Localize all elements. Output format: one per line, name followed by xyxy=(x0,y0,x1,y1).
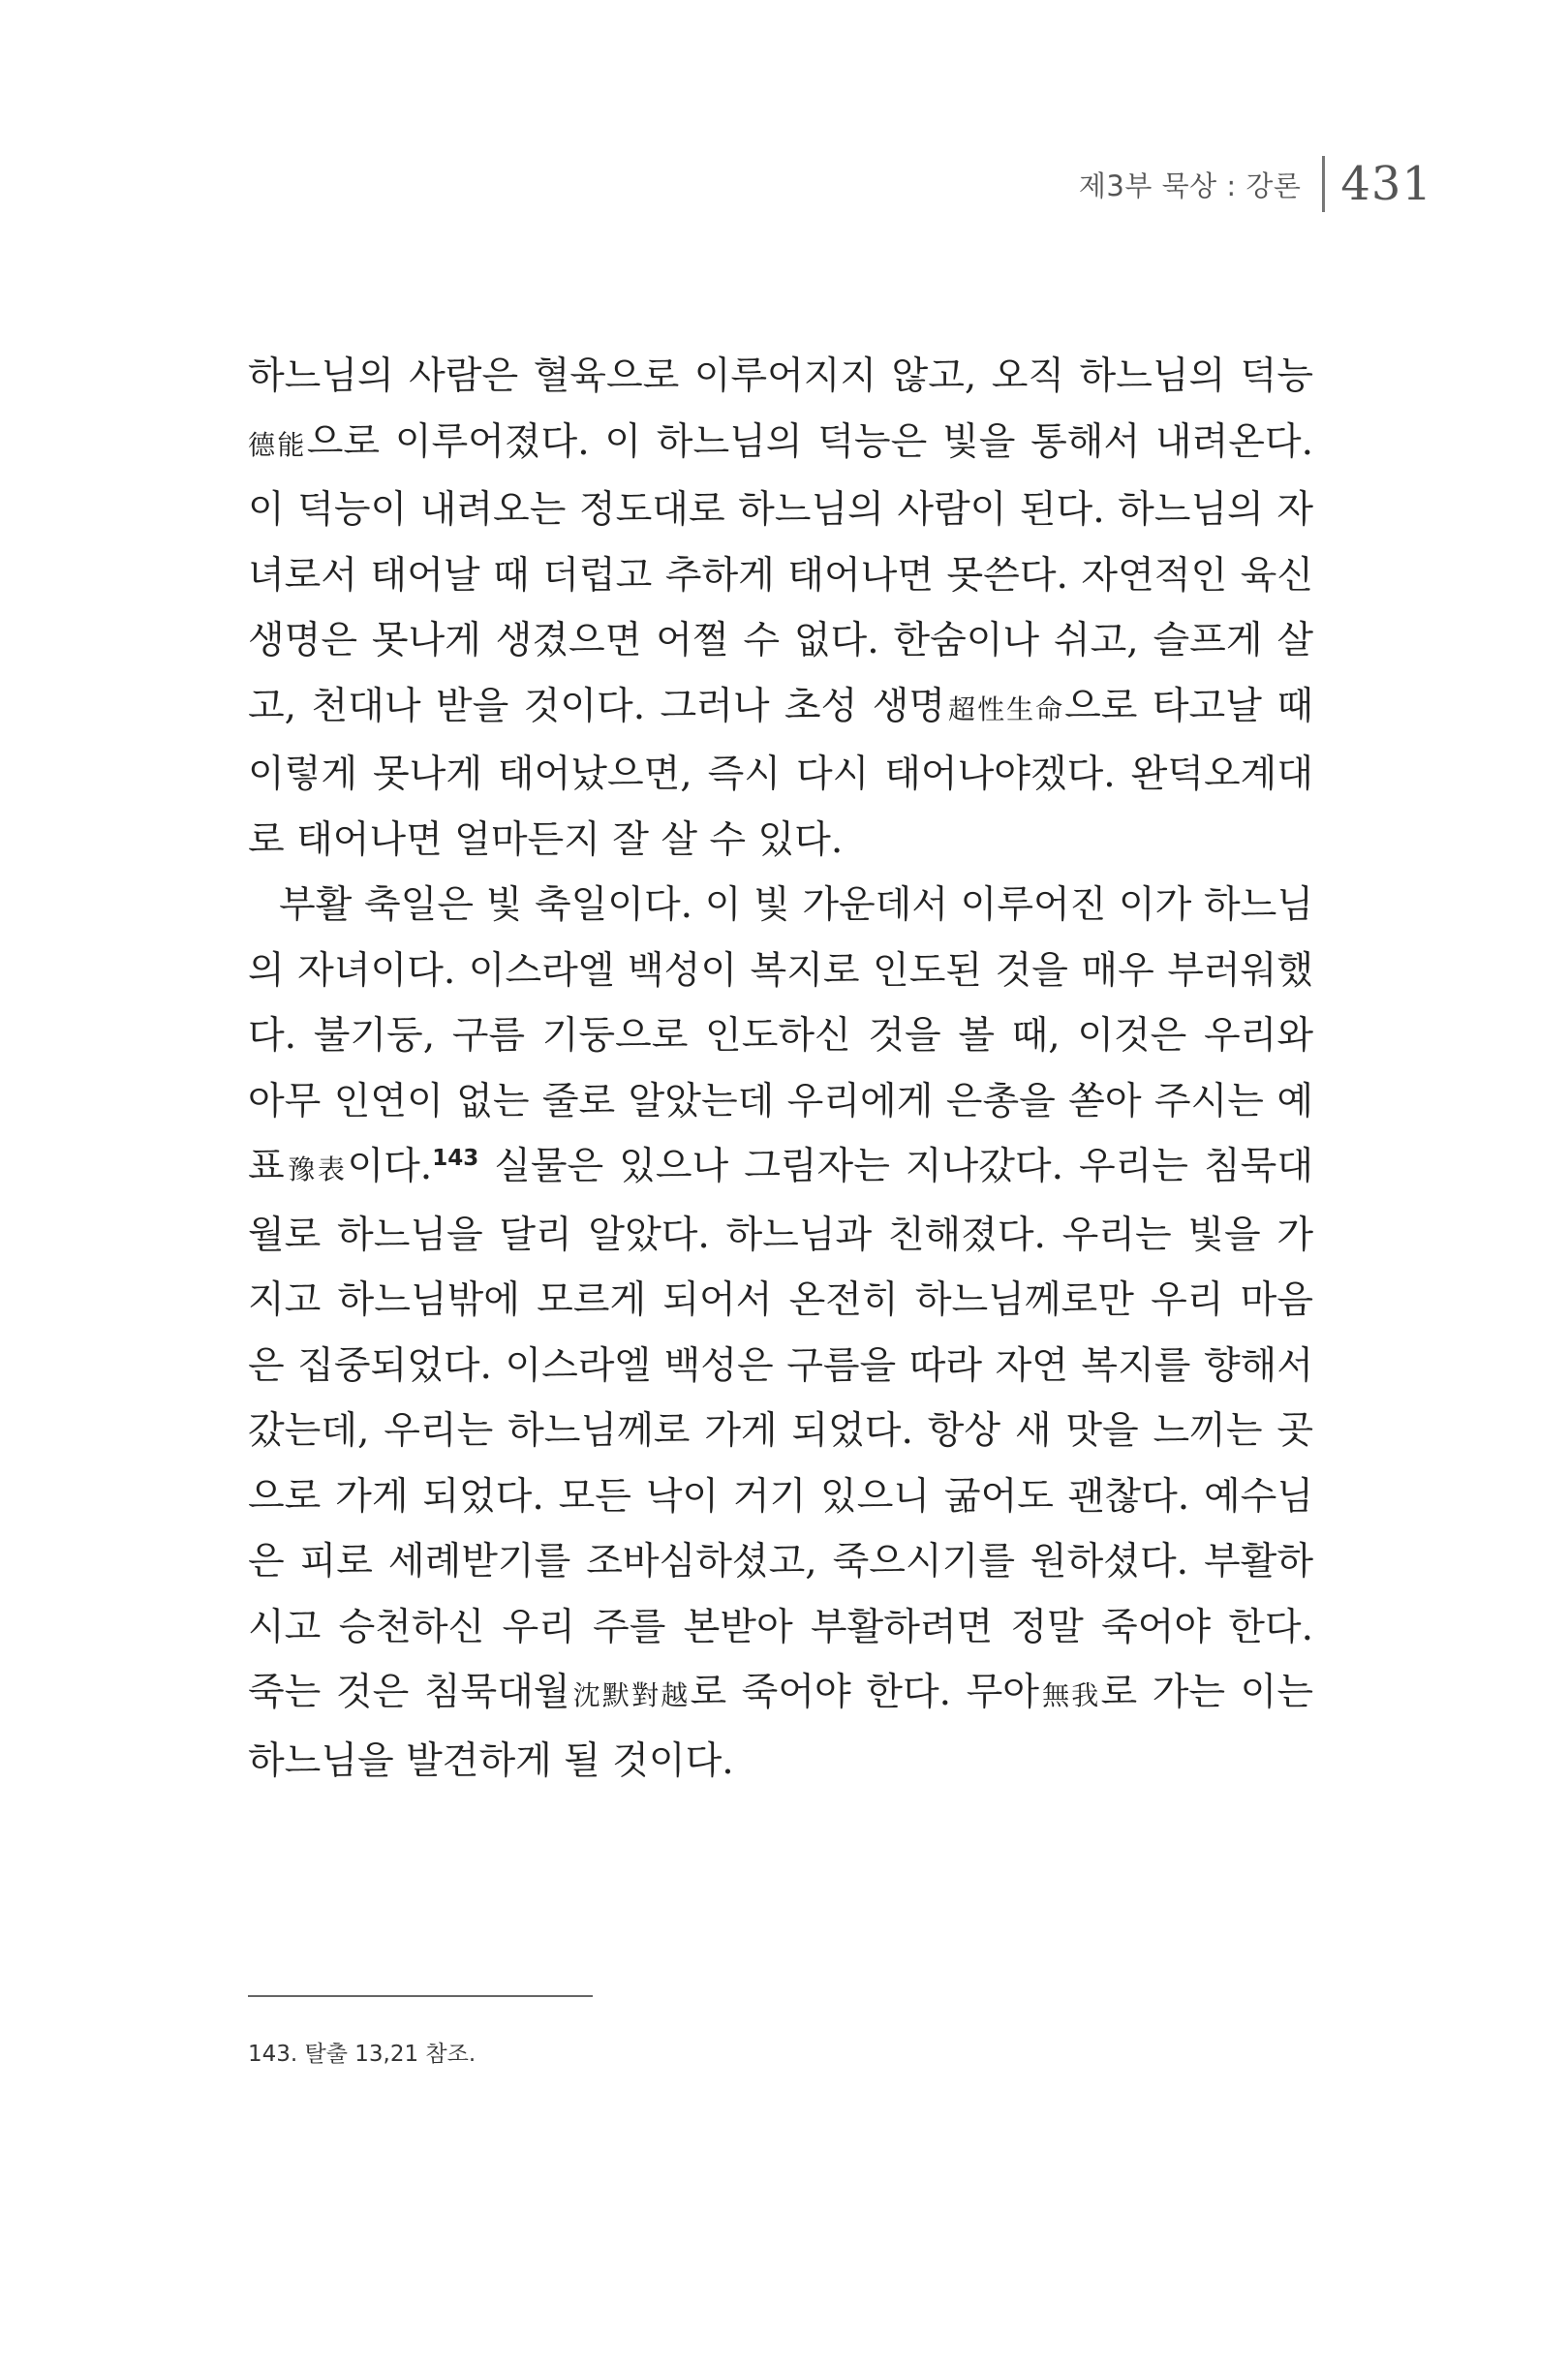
text-segment: 이다. xyxy=(347,1145,433,1188)
text-segment: 하느님의 사람은 혈육으로 이루어지지 않고, 오직 하느님의 덕능 xyxy=(248,354,1313,398)
text-segment: 로 죽어야 한다. 무아 xyxy=(690,1671,1039,1714)
hanja-annotation: 超性生命 xyxy=(945,692,1065,725)
footnote: 143. 탈출 13,21 참조. xyxy=(248,2042,477,2067)
text-segment: 으로 이루어졌다. 이 하느님의 덕능은 빛을 통해서 내려온다. 이 덕능이 내려오는 정도대로 하느님의 사람이 된다. 하느님의 자녀로서 태어날 때 더럽고 추하게 태어나면 못쓴다. 자연적인 육신 생명은 못나게 생겼으면 어쩔 수 없다. 한숨이나 쉬고, 슬프게 살고, 천대나 받을 것이다. 그러나 초성 생명 xyxy=(248,419,1313,728)
running-head xyxy=(1079,145,1432,223)
paragraph xyxy=(248,873,1313,1794)
hanja-annotation: 德能 xyxy=(248,428,307,461)
text-segment: 으로 타고날 때 이렇게 못나게 태어났으면, 즉시 다시 태어나야겠다. 완덕오계대로 태어나면 얼마든지 잘 살 수 있다. xyxy=(248,684,1313,862)
header-divider xyxy=(1322,156,1325,212)
footnote-reference[interactable]: 143 xyxy=(432,1146,479,1171)
text-segment: 부활 축일은 빛 축일이다. 이 빛 가운데서 이루어진 이가 하느님의 자녀이다. 이스라엘 백성이 복지로 인도된 것을 매우 부러워했다. 불기둥, 구름 기둥으로 인도하신 것을 볼 때, 이것은 우리와 아무 인연이 없는 줄로 알았는데 우리에게 은총을 쏟아 주시는 예표 xyxy=(248,883,1313,1188)
page-number: 431 xyxy=(1340,157,1432,211)
hanja-annotation: 沈默對越 xyxy=(569,1679,691,1711)
text-segment: 로 가는 이는 하느님을 발견하게 될 것이다. xyxy=(248,1671,1313,1783)
footnote-rule xyxy=(248,1995,593,1997)
hanja-annotation: 無我 xyxy=(1038,1679,1101,1711)
text-segment: 실물은 있으나 그림자는 지나갔다. 우리는 침묵대월로 하느님을 달리 알았다. 하느님과 친해졌다. 우리는 빛을 가지고 하느님밖에 모르게 되어서 온전히 하느님께로만 우리 마음은 집중되었다. 이스라엘 백성은 구름을 따라 자연 복지를 향해서 갔는데, 우리는 하느님께로 가게 되었다. 항상 새 맛을 느끼는 곳으로 가게 되었다. 모든 낙이 거기 있으니 굶어도 괜찮다. 예수님은 피로 세례받기를 조바심하셨고, 죽으시기를 원하셨다. 부활하시고 승천하신 우리 주를 본받아 부활하려면 정말 죽어야 한다. 죽는 것은 침묵대월 xyxy=(248,1145,1313,1714)
paragraph xyxy=(248,344,1313,873)
hanja-annotation: 豫表 xyxy=(284,1153,348,1185)
section-title: 제3부 묵상 : 강론 xyxy=(1078,169,1302,202)
body-text xyxy=(248,344,1313,1794)
